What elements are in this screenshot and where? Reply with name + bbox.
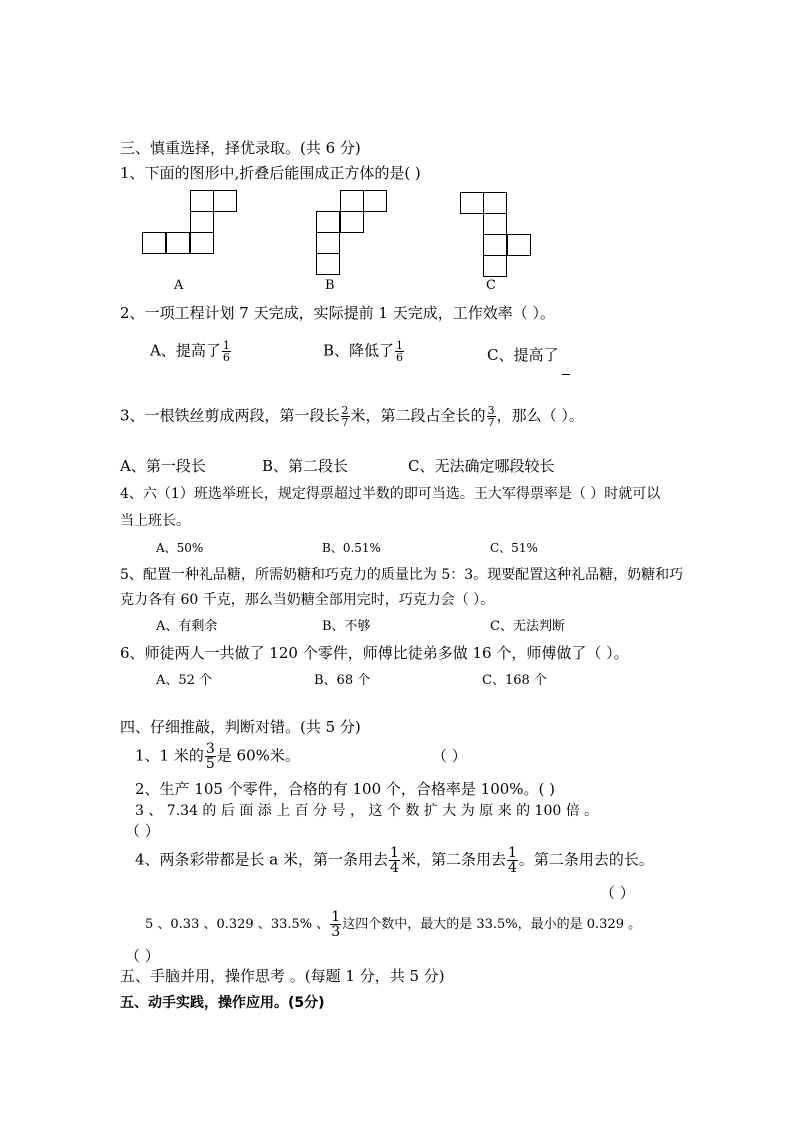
section4-title: 四、仔细推敲，判断对错。(共 5 分) (120, 718, 361, 736)
q5-option-a: A、有剩余 (156, 619, 218, 634)
judge-5-paren: （ ） (125, 947, 160, 965)
q6-option-c: C、168 个 (482, 673, 547, 688)
section5b-title: 五、动手实践，操作应用。(5分) (120, 995, 325, 1011)
net-label-a: A (174, 278, 184, 293)
judge-4: 4、两条彩带都是长 a 米，第一条用去 $\frac{1}{4}$ 米，第二条用去 $\frac{1}{4}$ 。第二条用去的长。 (135, 845, 654, 876)
q3-option-a: A、第一段长 (120, 457, 206, 475)
cube-net-b (316, 190, 396, 280)
cube-net-c (460, 192, 540, 282)
q6-text: 6、师徒两人一共做了 120 个零件，师傅比徒弟多做 16 个，师傅做了（ ）。 (120, 644, 629, 662)
section5a-title: 五、手脑并用，操作思考 。(每题 1 分，共 5 分) (120, 967, 445, 985)
q3-option-b: B、第二段长 (262, 457, 349, 475)
q5-line1: 5、配置一种礼品糖，所需奶糖和巧克力的质量比为 5：3。现要配置这种礼品糖，奶糖和巧 (120, 567, 684, 583)
q2-text: 2、一项工程计划 7 天完成，实际提前 1 天完成，工作效率（ ）。 (120, 304, 555, 322)
q2-option-b: B、降低了 $\frac{1}{6}$ (323, 339, 404, 364)
judge-2: 2、生产 105 个零件，合格的有 100 个，合格率是 100%。( ) (135, 780, 556, 798)
q5-option-b: B、不够 (322, 619, 371, 634)
q2-option-c: C、提高了 (487, 346, 559, 364)
judge-1-paren: （ ） (432, 747, 467, 765)
judge-1: 1、1 米的 $\frac{3}{5}$ 是 60%米。 (135, 741, 300, 772)
cube-net-a (142, 190, 242, 260)
q4-option-c: C、51% (490, 541, 538, 555)
net-label-c: C (486, 278, 496, 293)
q5-line2: 克力各有 60 千克，那么当奶糖全部用完时，巧克力会（ ）。 (120, 592, 495, 608)
q2-option-a: A、提高了 $\frac{1}{6}$ (150, 339, 230, 364)
q4-line2: 当上班长。 (120, 513, 190, 529)
q5-option-c: C、无法判断 (490, 619, 565, 634)
judge-4-paren: （ ） (600, 884, 635, 902)
stray-mark (562, 374, 570, 375)
judge-3-line1: 3 、 7.34 的 后 面 添 上 百 分 号 ， 这 个 数 扩 大 为 原 来 的 100 倍 。 (135, 803, 599, 819)
q3-text: 3、一根铁丝剪成两段，第一段长 $\frac{2}{7}$ 米，第二段占全长的 $\frac{3}{7}$ ，那么（ ）。 (120, 404, 584, 429)
judge-5: 5 、0.33 、0.329 、33.5% 、 $\frac{1}{3}$ 这四个数中，最大的是 33.5%，最小的是 0.329 。 (145, 909, 642, 940)
section3-title: 三、慎重选择，择优录取。(共 6 分) (120, 139, 361, 157)
q4-option-b: B、0.51% (322, 541, 381, 555)
net-label-b: B (325, 278, 335, 293)
q4-option-a: A、50% (156, 541, 204, 555)
q4-line1: 4、六（1）班选举班长，规定得票超过半数的即可当选。王大军得票率是（ ）时就可以 (120, 486, 661, 502)
q6-option-a: A、52 个 (156, 673, 213, 688)
judge-3-line2: （ ） (125, 822, 160, 840)
q3-option-c: C、无法确定哪段较长 (408, 457, 555, 475)
q6-option-b: B、68 个 (314, 673, 371, 688)
q1-text: 1、下面的图形中,折叠后能围成正方体的是( ) (120, 164, 421, 182)
